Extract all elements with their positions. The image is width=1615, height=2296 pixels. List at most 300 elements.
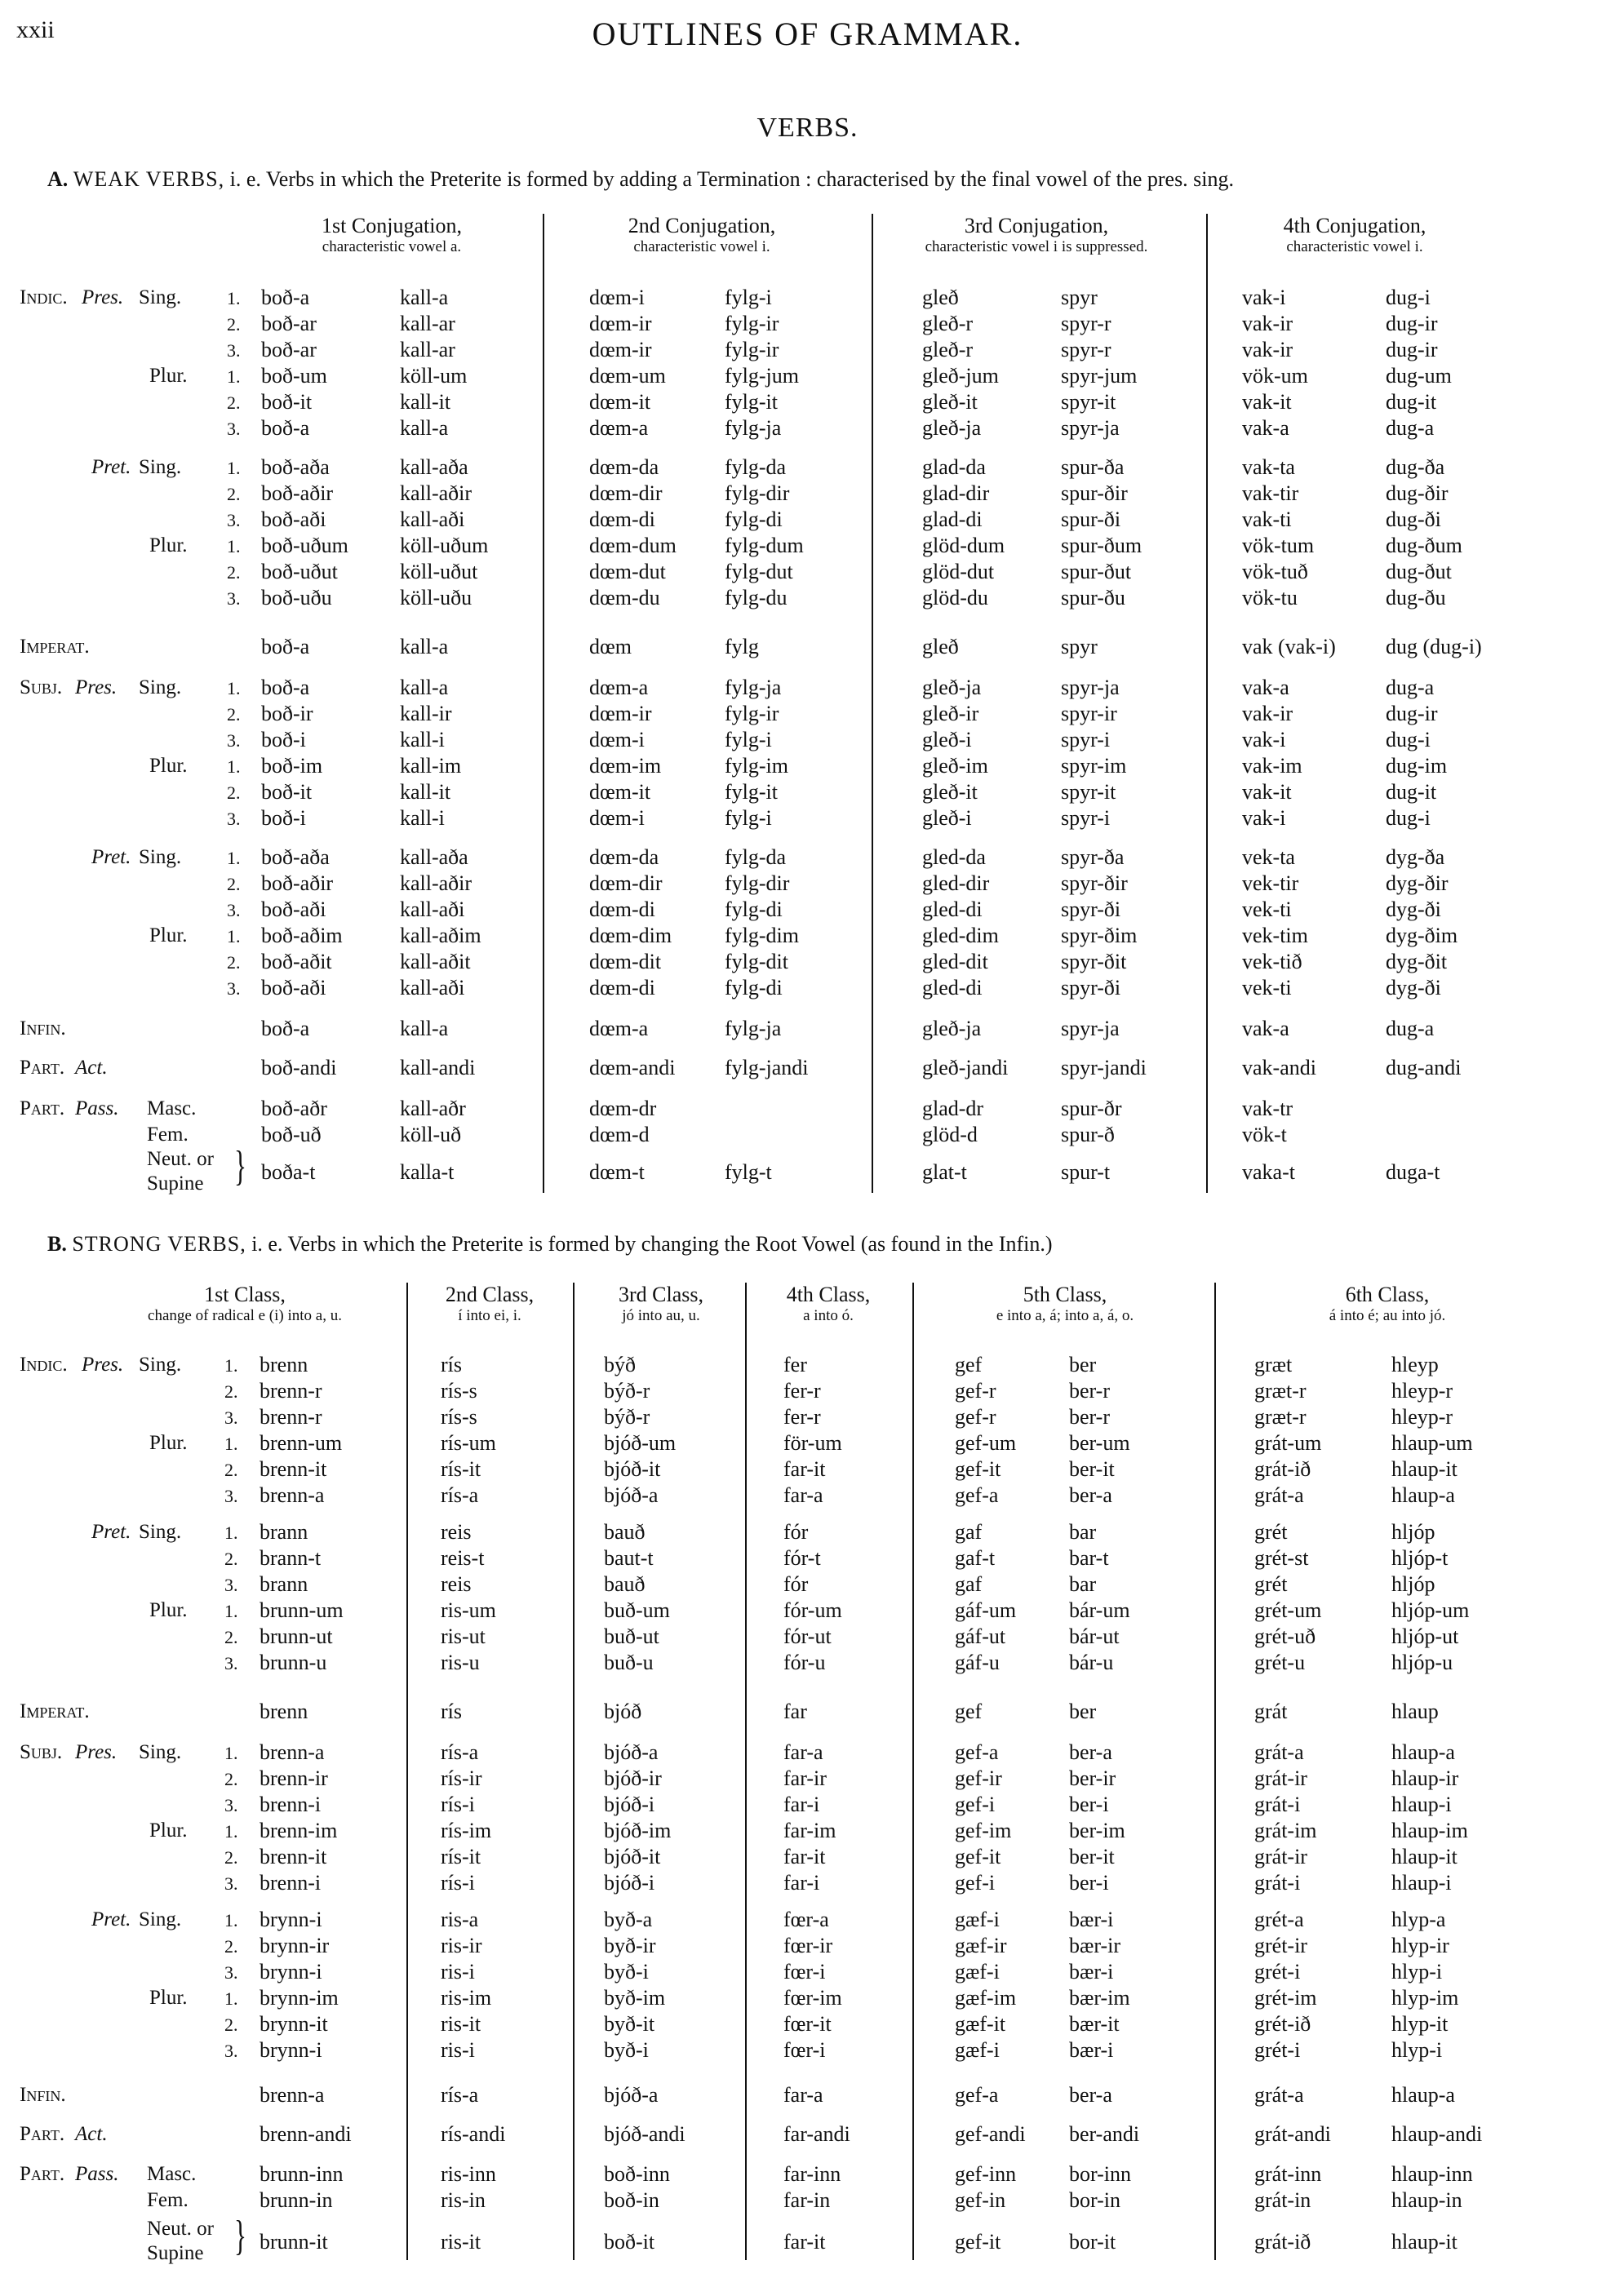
verb-form: hlaup-it — [1391, 2230, 1457, 2254]
verb-form: fór — [783, 1520, 809, 1544]
verb-form: hljóp-u — [1391, 1651, 1453, 1674]
person-number: 1. — [227, 288, 241, 308]
person-number: 1. — [224, 1910, 238, 1930]
verb-form: gleð-ja — [922, 416, 982, 440]
verb-form: boð-aðir — [261, 871, 334, 895]
verb-form: dœm-ir — [589, 312, 652, 335]
verb-form: fylg-dir — [725, 481, 790, 505]
verb-form: hleyp-r — [1391, 1405, 1453, 1429]
mood-label: Part. — [20, 1057, 65, 1079]
verb-form: brann — [260, 1520, 308, 1544]
verb-form: vak-i — [1242, 286, 1286, 309]
verb-form: fylg-ja — [725, 676, 782, 699]
column-subtitle: á into é; au into jó. — [1329, 1306, 1446, 1324]
verb-form: grát-ið — [1254, 1457, 1311, 1481]
person-number: 2. — [227, 952, 241, 973]
verb-form: gled-di — [922, 898, 983, 921]
verb-form: hlaup-in — [1391, 2188, 1462, 2212]
person-number: 3. — [224, 1575, 238, 1595]
verb-form: far-a — [783, 1740, 823, 1764]
verb-form: brenn-um — [260, 1431, 343, 1455]
verb-form: buð-ut — [604, 1624, 659, 1648]
verb-form: glöd-du — [922, 586, 988, 609]
verb-form: boð-a — [261, 676, 310, 699]
verb-form: kall-i — [400, 806, 445, 830]
verb-form: fylg-ja — [725, 416, 782, 440]
verb-form: dug-ðir — [1386, 481, 1449, 505]
verb-form: dug-ir — [1386, 702, 1438, 725]
verb-form: gef-um — [955, 1431, 1017, 1455]
weak-caption-text: i. e. Verbs in which the Preterite is formed by adding a Termination : characterised by the final vowel of the pres. sing. — [224, 167, 1235, 191]
verb-form: grát-a — [1254, 1740, 1304, 1764]
number-label: Sing. — [139, 1354, 182, 1376]
mood-label: Indic. — [20, 1354, 68, 1376]
verb-form: ber-it — [1069, 1845, 1115, 1868]
person-number: 3. — [227, 809, 241, 829]
verb-form: glad-dir — [922, 481, 990, 505]
verb-form: brenn — [260, 1700, 308, 1723]
person-number: 3. — [227, 419, 241, 439]
verb-form: bár-u — [1069, 1651, 1114, 1674]
verb-form: gæf-im — [955, 1986, 1017, 2010]
verb-form: bær-i — [1069, 2038, 1114, 2062]
column-title: 1st Conjugation, — [322, 214, 462, 237]
verb-form: ber — [1069, 1353, 1097, 1376]
strong-caption-text: i. e. Verbs in which the Preterite is formed by changing the Root Vowel (as found in the Infin.) — [246, 1232, 1053, 1256]
verb-form: spyr-ja — [1061, 416, 1120, 440]
verb-form: vek-tir — [1242, 871, 1299, 895]
verb-form: köll-uðut — [400, 560, 478, 583]
verb-form: dug-it — [1386, 780, 1437, 804]
verb-form: spur-ðut — [1061, 560, 1132, 583]
verb-form: boð-a — [261, 1017, 310, 1040]
verb-form: gef-it — [955, 1845, 1001, 1868]
verb-form: dœm-d — [589, 1123, 650, 1146]
verb-form: hlaup-i — [1391, 1871, 1452, 1895]
verb-form: boð-a — [261, 286, 310, 309]
verb-form: kall-a — [400, 635, 449, 658]
verb-form: byð-i — [604, 1960, 649, 1984]
person-number: 2. — [224, 1847, 238, 1868]
verb-form: gef — [955, 1700, 983, 1723]
verb-form: dyg-ðim — [1386, 924, 1458, 947]
verb-form: hlyp-a — [1391, 1908, 1446, 1931]
verb-form: ris-inn — [441, 2162, 496, 2186]
verb-form: brunn-it — [260, 2230, 328, 2254]
verb-form: dug-um — [1386, 364, 1452, 388]
verb-form: grát-ir — [1254, 1766, 1307, 1790]
number-label: Supine — [147, 1172, 204, 1195]
verb-form: rís-a — [441, 1740, 479, 1764]
verb-form: kall-it — [400, 780, 451, 804]
verb-form: gæf-i — [955, 1960, 1000, 1984]
verb-form: brenn — [260, 1353, 308, 1376]
number-label: Sing. — [139, 676, 182, 698]
verb-form: dyg-ða — [1386, 845, 1445, 869]
verb-form: fylg-dir — [725, 871, 790, 895]
verb-form: hljóp — [1391, 1520, 1435, 1544]
verb-form: gef-it — [955, 2230, 1001, 2254]
verb-form: bor-it — [1069, 2230, 1116, 2254]
verb-form: spyr-i — [1061, 806, 1111, 830]
section-title: VERBS. — [756, 113, 859, 143]
verb-form: kall-i — [400, 728, 445, 751]
verb-form: brunn-u — [260, 1651, 327, 1674]
verb-form: fylg-dim — [725, 924, 799, 947]
verb-form: gleð-r — [922, 312, 974, 335]
verb-form: boð-it — [261, 780, 313, 804]
verb-form: brenn-ir — [260, 1766, 328, 1790]
verb-form: kall-aðim — [400, 924, 481, 947]
column-title: 3rd Conjugation, — [964, 214, 1109, 237]
column-title: 3rd Class, — [619, 1283, 703, 1306]
column-subtitle: characteristic vowel a. — [322, 237, 462, 255]
number-label: Plur. — [149, 365, 188, 387]
verb-form: kall-a — [400, 416, 449, 440]
verb-form: far-in — [783, 2188, 831, 2212]
column-header — [1208, 214, 1502, 256]
mood-label: Subj. — [20, 1741, 63, 1763]
verb-form: glad-dr — [922, 1097, 984, 1120]
verb-form: kall-ar — [400, 312, 455, 335]
verb-form: fœr-i — [783, 2038, 826, 2062]
verb-form: byð-a — [604, 1908, 653, 1931]
verb-form: gef-ir — [955, 1766, 1002, 1790]
verb-form: dug-a — [1386, 416, 1435, 440]
verb-form: fylg-dum — [725, 534, 804, 557]
verb-form: byð-i — [604, 2038, 649, 2062]
verb-form: bjóð-i — [604, 1793, 655, 1816]
verb-form: brenn-a — [260, 2083, 325, 2107]
person-number: 3. — [224, 1962, 238, 1983]
verb-form: spyr — [1061, 286, 1098, 309]
verb-form: bár-ut — [1069, 1624, 1120, 1648]
verb-form: dug-im — [1386, 754, 1448, 778]
verb-form: bar — [1069, 1572, 1097, 1596]
verb-form: gleð — [922, 635, 959, 658]
verb-form: baut-t — [604, 1546, 654, 1570]
verb-form: dœm-i — [589, 806, 645, 830]
number-label: Sing. — [139, 286, 182, 308]
verb-form: grát-im — [1254, 1819, 1317, 1842]
verb-form: grát-inn — [1254, 2162, 1322, 2186]
verb-form: gef — [955, 1353, 983, 1376]
column-subtitle: characteristic vowel i is suppressed. — [925, 237, 1148, 255]
verb-form: hlyp-im — [1391, 1986, 1459, 2010]
tense-label: Pret. — [91, 456, 131, 478]
verb-form: ber-a — [1069, 1740, 1112, 1764]
verb-form: dyg-ðir — [1386, 871, 1449, 895]
column-title: 5th Class, — [1023, 1283, 1107, 1306]
verb-form: grét-uð — [1254, 1624, 1316, 1648]
verb-form: dug (dug-i) — [1386, 635, 1482, 658]
verb-form: býð-r — [604, 1379, 650, 1403]
weak-caption-letter: A. — [47, 167, 69, 191]
number-label: Sing. — [139, 1908, 182, 1930]
verb-form: dœm-di — [589, 976, 655, 1000]
verb-form: gaf — [955, 1572, 983, 1596]
verb-form: gef-r — [955, 1405, 996, 1429]
verb-form: spyr-jandi — [1061, 1056, 1147, 1079]
verb-form: dœm-im — [589, 754, 662, 778]
verb-form: dug-ðu — [1386, 586, 1446, 609]
verb-form: brynn-it — [260, 2012, 328, 2036]
verb-form: brenn-im — [260, 1819, 338, 1842]
person-number: 2. — [224, 1627, 238, 1647]
verb-form: dœm-andi — [589, 1056, 676, 1079]
verb-form: fer-r — [783, 1405, 821, 1429]
verb-form: ris-a — [441, 1908, 479, 1931]
verb-form: kall-aði — [400, 898, 465, 921]
verb-form: kall-aðr — [400, 1097, 466, 1120]
person-number: 3. — [224, 2041, 238, 2061]
verb-form: fylg — [725, 635, 759, 658]
verb-form: dyg-ði — [1386, 976, 1441, 1000]
column-subtitle: change of radical e (i) into a, u. — [148, 1306, 342, 1324]
verb-form: spur-ð — [1061, 1123, 1115, 1146]
verb-form: vak (vak-i) — [1242, 635, 1336, 658]
verb-form: vak-i — [1242, 806, 1286, 830]
column-header — [82, 1283, 408, 1325]
tense-label: Pret. — [91, 1521, 131, 1543]
verb-form: ber-a — [1069, 2083, 1112, 2107]
column-divider — [1214, 1283, 1216, 2260]
person-number: 2. — [224, 2015, 238, 2035]
verb-form: hlaup-inn — [1391, 2162, 1473, 2186]
verb-form: dœm — [589, 635, 632, 658]
verb-form: græt-r — [1254, 1379, 1307, 1403]
verb-form: gleð-i — [922, 728, 972, 751]
verb-form: brunn-in — [260, 2188, 333, 2212]
verb-form: hlaup-im — [1391, 1819, 1468, 1842]
verb-form: dœm-di — [589, 898, 655, 921]
verb-form: spyr-ða — [1061, 845, 1125, 869]
verb-form: far-a — [783, 2083, 823, 2107]
verb-form: bjóð-ir — [604, 1766, 662, 1790]
verb-form: dœm-di — [589, 508, 655, 531]
tense-label: Pres. — [82, 1354, 124, 1376]
verb-form: dug-i — [1386, 806, 1431, 830]
verb-form: bjóð-a — [604, 1483, 659, 1507]
mood-label: Imperat. — [20, 636, 90, 658]
verb-form: dœm-dim — [589, 924, 672, 947]
verb-form: grát-a — [1254, 2083, 1304, 2107]
verb-form: boð-um — [261, 364, 327, 388]
person-number: 1. — [227, 366, 241, 387]
verb-form: rís-a — [441, 2083, 479, 2107]
verb-form: vak-a — [1242, 1017, 1289, 1040]
verb-form: brenn-a — [260, 1740, 325, 1764]
verb-form: vak-tir — [1242, 481, 1299, 505]
verb-form: ris-u — [441, 1651, 480, 1674]
verb-form: glat-t — [922, 1160, 967, 1184]
verb-form: grát-ið — [1254, 2230, 1311, 2254]
verb-form: dœm-a — [589, 416, 649, 440]
person-number: 1. — [227, 926, 241, 946]
verb-form: spyr-ðim — [1061, 924, 1138, 947]
verb-form: hlyp-it — [1391, 2012, 1449, 2036]
verb-form: far-i — [783, 1871, 820, 1895]
verb-form: grát-a — [1254, 1483, 1304, 1507]
strong-caption-caps: STRONG VERBS, — [72, 1232, 246, 1256]
column-header — [914, 1283, 1216, 1325]
verb-form: fylg-di — [725, 976, 783, 1000]
column-subtitle: e into a, á; into a, á, o. — [996, 1306, 1134, 1324]
verb-form: ber-i — [1069, 1871, 1109, 1895]
verb-form: grát-i — [1254, 1793, 1301, 1816]
verb-form: rís-ir — [441, 1766, 482, 1790]
mood-label: Indic. — [20, 286, 68, 308]
verb-form: grát-in — [1254, 2188, 1311, 2212]
verb-form: far-it — [783, 1457, 826, 1481]
verb-form: byð-ir — [604, 1934, 656, 1957]
weak-caption-caps: WEAK VERBS, — [73, 167, 225, 191]
verb-form: köll-uð — [400, 1123, 462, 1146]
verb-form: spur-ðum — [1061, 534, 1142, 557]
verb-form: rís-it — [441, 1845, 481, 1868]
verb-form: köll-um — [400, 364, 468, 388]
verb-form: hlaup-ir — [1391, 1766, 1459, 1790]
mood-label: Imperat. — [20, 1700, 90, 1722]
verb-form: dœm-a — [589, 1017, 649, 1040]
verb-form: dug-i — [1386, 728, 1431, 751]
verb-form: bær-it — [1069, 2012, 1120, 2036]
verb-form: bár-um — [1069, 1598, 1130, 1622]
verb-form: spur-ðr — [1061, 1097, 1122, 1120]
verb-form: gæf-ir — [955, 1934, 1007, 1957]
tense-label: Pret. — [91, 1908, 131, 1930]
mood-label: Part. — [20, 1097, 65, 1119]
verb-form: gleð-it — [922, 780, 978, 804]
verb-form: kalla-t — [400, 1160, 455, 1184]
verb-form: vak-andi — [1242, 1056, 1316, 1079]
verb-form: fœr-ir — [783, 1934, 833, 1957]
verb-form: boð-aða — [261, 845, 330, 869]
verb-form: boð-aðir — [261, 481, 334, 505]
verb-form: kall-a — [400, 286, 449, 309]
verb-form: rís-i — [441, 1793, 475, 1816]
verb-form: hlaup-it — [1391, 1457, 1457, 1481]
verb-form: brenn-it — [260, 1457, 327, 1481]
verb-form: boð-aðr — [261, 1097, 327, 1120]
person-number: 1. — [227, 458, 241, 478]
verb-form: grét — [1254, 1572, 1288, 1596]
verb-form: fylg-du — [725, 586, 788, 609]
verb-form: bjóð-i — [604, 1871, 655, 1895]
verb-form: grét-u — [1254, 1651, 1306, 1674]
tense-label: Pass. — [75, 2163, 119, 2185]
column-header — [1216, 1283, 1559, 1325]
person-number: 1. — [227, 756, 241, 777]
verb-form: fylg-i — [725, 806, 772, 830]
column-title: 2nd Class, — [445, 1283, 535, 1306]
verb-form: brenn-a — [260, 1483, 325, 1507]
verb-form: gef-r — [955, 1379, 996, 1403]
verb-form: rís-s — [441, 1379, 477, 1403]
verb-form: gef-andi — [955, 2122, 1026, 2146]
verb-form: brunn-inn — [260, 2162, 344, 2186]
verb-form: kall-a — [400, 1017, 449, 1040]
column-divider — [912, 1283, 914, 2260]
verb-form: grét — [1254, 1520, 1288, 1544]
verb-form: fylg-ir — [725, 312, 779, 335]
verb-form: græt-r — [1254, 1405, 1307, 1429]
verb-form: brynn-im — [260, 1986, 339, 2010]
verb-form: dug-ði — [1386, 508, 1441, 531]
person-number: 1. — [224, 1434, 238, 1454]
person-number: 1. — [227, 848, 241, 868]
person-number: 1. — [224, 1355, 238, 1376]
person-number: 3. — [224, 1873, 238, 1894]
column-divider — [872, 214, 873, 1193]
number-label: Plur. — [149, 1599, 188, 1621]
verb-form: gled-dim — [922, 924, 999, 947]
verb-form: dœm-t — [589, 1160, 645, 1184]
verb-form: boð-ar — [261, 338, 317, 361]
verb-form: vak-ta — [1242, 455, 1295, 479]
verb-form: dug-a — [1386, 676, 1435, 699]
verb-form: dug-a — [1386, 1017, 1435, 1040]
verb-form: hljóp-um — [1391, 1598, 1470, 1622]
verb-form: spyr-ðir — [1061, 871, 1128, 895]
verb-form: brenn-r — [260, 1379, 322, 1403]
verb-form: brynn-ir — [260, 1934, 330, 1957]
mood-label: Part. — [20, 2163, 65, 2185]
verb-form: vak-i — [1242, 728, 1286, 751]
verb-form: fór-um — [783, 1598, 842, 1622]
verb-form: dœm-it — [589, 780, 651, 804]
verb-form: far — [783, 1700, 807, 1723]
verb-form: fylg-t — [725, 1160, 772, 1184]
verb-form: bauð — [604, 1520, 646, 1544]
verb-form: grét-i — [1254, 1960, 1301, 1984]
verb-form: gáf-u — [955, 1651, 1000, 1674]
person-number: 3. — [224, 1486, 238, 1506]
verb-form: vak-tr — [1242, 1097, 1293, 1120]
number-label: Plur. — [149, 534, 188, 556]
verb-form: dug-ða — [1386, 455, 1445, 479]
verb-form: kall-andi — [400, 1056, 476, 1079]
number-label: Supine — [147, 2242, 204, 2264]
verb-form: grét-ið — [1254, 2012, 1311, 2036]
verb-form: dœm-ir — [589, 702, 652, 725]
verb-form: far-inn — [783, 2162, 841, 2186]
column-title: 4th Class, — [786, 1283, 871, 1306]
verb-form: gleð-i — [922, 806, 972, 830]
verb-form: brann — [260, 1572, 308, 1596]
number-label: Sing. — [139, 846, 182, 868]
strong-caption-letter: B. — [47, 1232, 67, 1256]
verb-form: kall-aðit — [400, 950, 471, 973]
verb-form: ris-ir — [441, 1934, 482, 1957]
verb-form: dœm-du — [589, 586, 660, 609]
verb-form: dug-i — [1386, 286, 1431, 309]
verb-form: far-im — [783, 1819, 836, 1842]
verb-form: fœr-a — [783, 1908, 829, 1931]
verb-form: spur-ða — [1061, 455, 1125, 479]
verb-form: far-it — [783, 1845, 826, 1868]
verb-form: ber — [1069, 1700, 1097, 1723]
verb-form: hljóp — [1391, 1572, 1435, 1596]
verb-form: fer — [783, 1353, 807, 1376]
tense-label: Act. — [75, 2123, 108, 2145]
verb-form: kall-ir — [400, 702, 452, 725]
verb-form: boð-i — [261, 728, 306, 751]
column-header — [747, 1283, 910, 1325]
column-divider — [1206, 214, 1208, 1193]
person-number: 3. — [227, 900, 241, 920]
verb-form: kall-aðir — [400, 871, 473, 895]
